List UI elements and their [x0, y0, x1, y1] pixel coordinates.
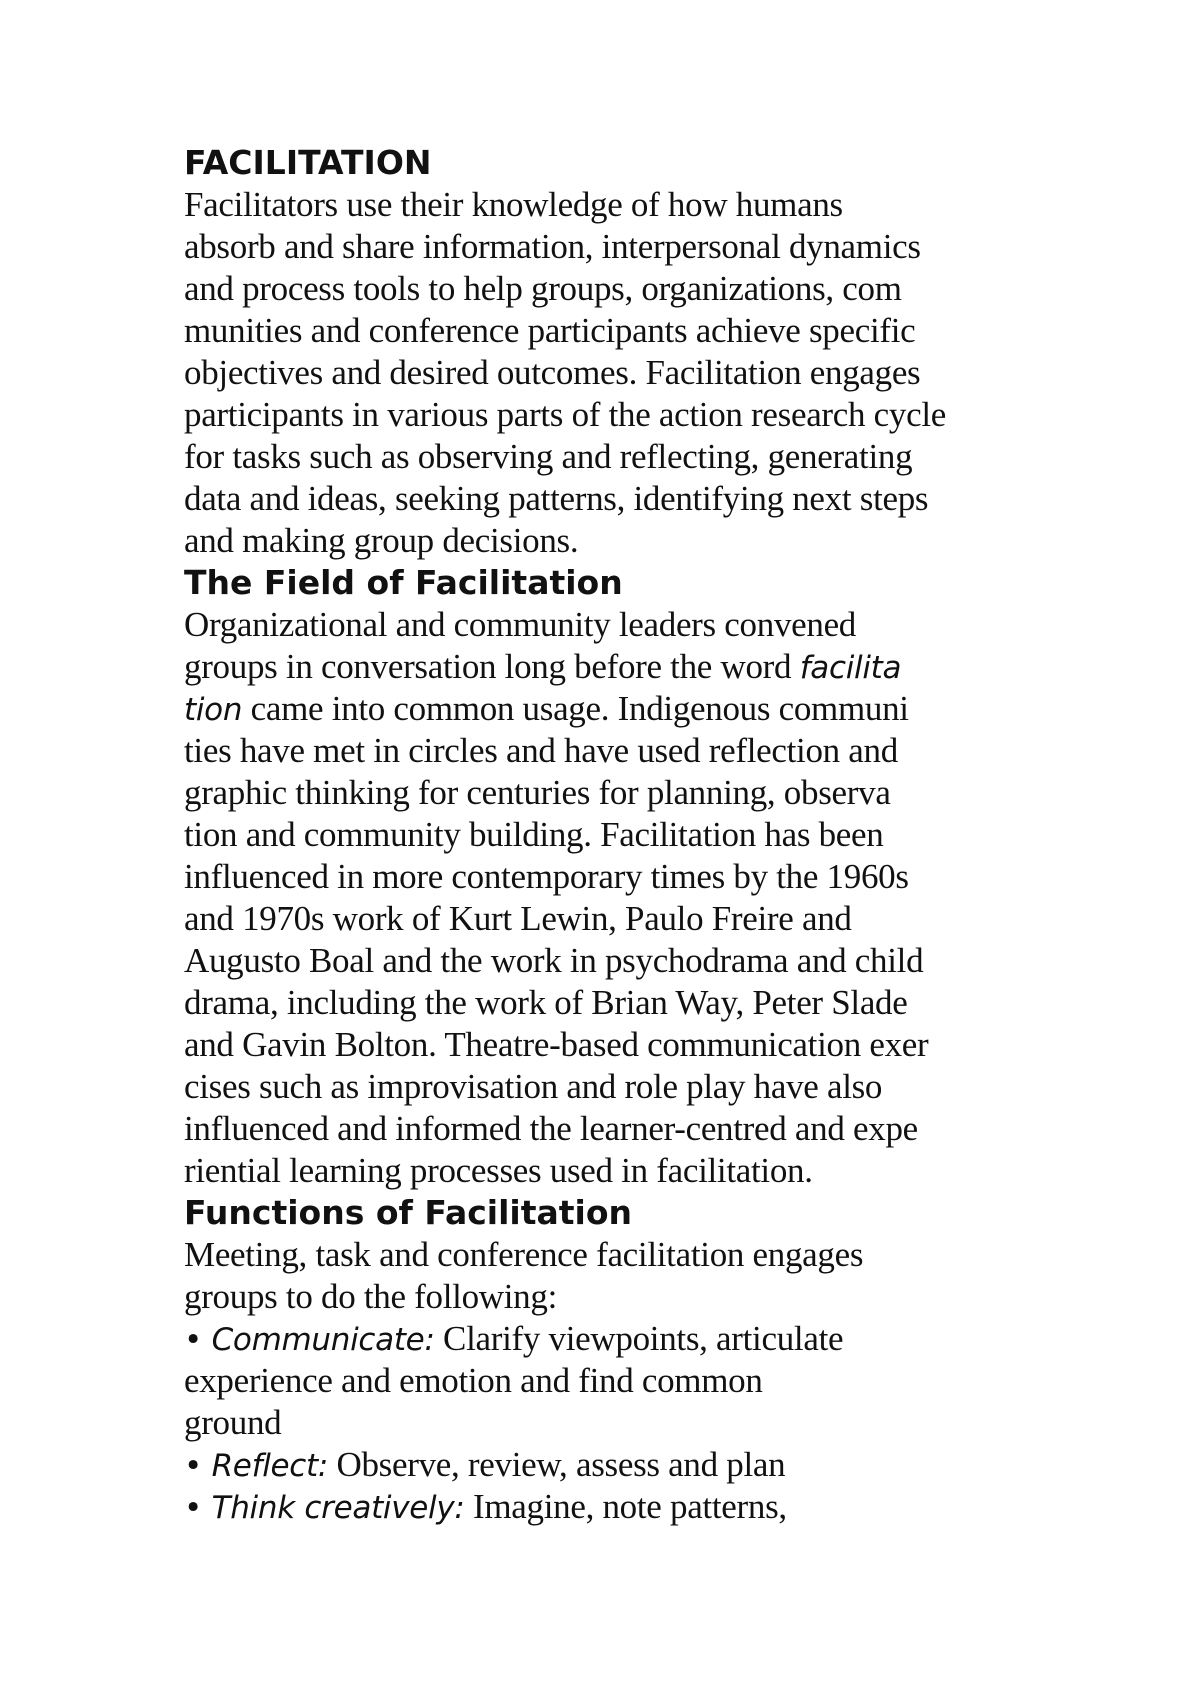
bullet-continuation: experience and emotion and find common — [184, 1361, 763, 1400]
paragraph-line — [184, 646, 1044, 688]
bullet-item-reflect — [184, 1444, 1044, 1486]
paragraph-line: riential learning processes used in facilitation. — [184, 1151, 813, 1190]
paragraph-line — [184, 688, 1044, 730]
paragraph-line: Facilitators use their knowledge of how humans — [184, 185, 843, 224]
paragraph-line: influenced and informed the learner-centred and expe — [184, 1109, 918, 1148]
italic-term: tion — [184, 692, 243, 728]
italic-term: facilita — [799, 650, 902, 686]
bullet-term: Think creatively: — [211, 1490, 465, 1526]
paragraph-text: groups in conversation long before the word — [184, 647, 800, 686]
heading-functions-of-facilitation: Functions of Facilitation — [184, 1193, 633, 1232]
paragraph-line: and making group decisions. — [184, 521, 579, 560]
paragraph-text: came into common usage. Indigenous communi — [242, 689, 909, 728]
bullet-item-think-creatively — [184, 1486, 1044, 1528]
heading-field-of-facilitation: The Field of Facilitation — [184, 563, 623, 602]
document-page — [184, 142, 1044, 1528]
bullet-icon: • — [184, 1448, 202, 1484]
bullet-icon: • — [184, 1322, 202, 1358]
paragraph-line: and 1970s work of Kurt Lewin, Paulo Freire and — [184, 899, 852, 938]
bullet-icon: • — [184, 1490, 202, 1526]
paragraph-line: ties have met in circles and have used reflection and — [184, 731, 898, 770]
bullet-term: Communicate: — [211, 1322, 435, 1358]
paragraph-line: and Gavin Bolton. Theatre-based communication exer — [184, 1025, 929, 1064]
bullet-text: Clarify viewpoints, articulate — [434, 1319, 844, 1358]
paragraph-line: for tasks such as observing and reflecting, generating — [184, 437, 913, 476]
paragraph-line: influenced in more contemporary times by the 1960s — [184, 857, 909, 896]
bullet-text: Observe, review, assess and plan — [328, 1445, 786, 1484]
paragraph-line: graphic thinking for centuries for planning, observa — [184, 773, 891, 812]
paragraph-line: objectives and desired outcomes. Facilitation engages — [184, 353, 921, 392]
bullet-term: Reflect: — [211, 1448, 329, 1484]
paragraph-line: absorb and share information, interpersonal dynamics — [184, 227, 921, 266]
paragraph-line: Meeting, task and conference facilitation engages — [184, 1235, 864, 1274]
paragraph-line: munities and conference participants achieve specific — [184, 311, 916, 350]
paragraph-line: Augusto Boal and the work in psychodrama and child — [184, 941, 924, 980]
paragraph-line: and process tools to help groups, organizations, com — [184, 269, 902, 308]
paragraph-line: tion and community building. Facilitation has been — [184, 815, 884, 854]
bullet-text: Imagine, note patterns, — [464, 1487, 787, 1526]
paragraph-line: participants in various parts of the action research cycle — [184, 395, 947, 434]
paragraph-line: data and ideas, seeking patterns, identifying next steps — [184, 479, 929, 518]
paragraph-line: cises such as improvisation and role play have also — [184, 1067, 883, 1106]
bullet-continuation: ground — [184, 1403, 282, 1442]
heading-facilitation: FACILITATION — [184, 143, 432, 182]
paragraph-line: Organizational and community leaders convened — [184, 605, 857, 644]
paragraph-line: drama, including the work of Brian Way, Peter Slade — [184, 983, 908, 1022]
paragraph-line: groups to do the following: — [184, 1277, 557, 1316]
bullet-item-communicate — [184, 1318, 1044, 1360]
